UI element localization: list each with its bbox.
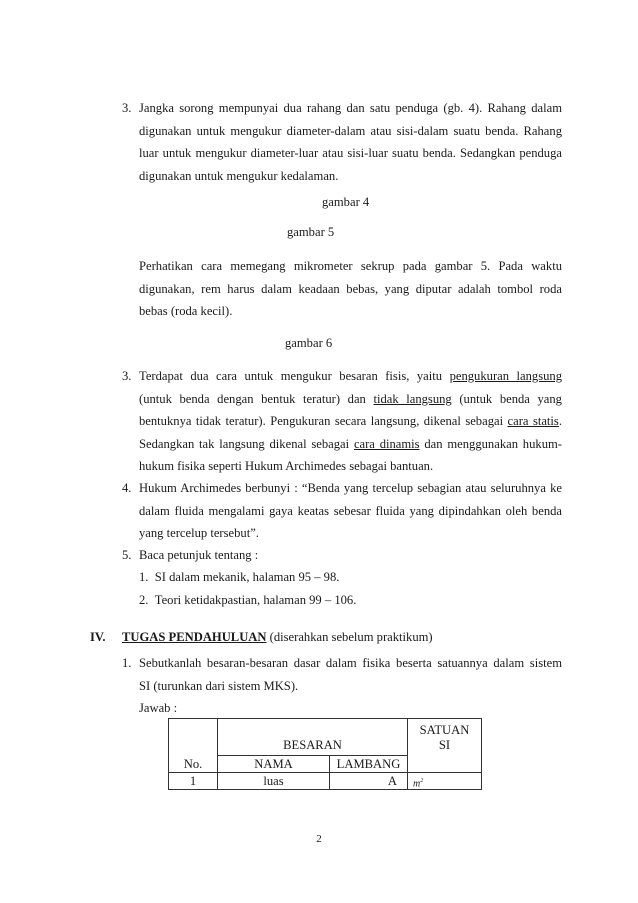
text-line [139, 388, 562, 411]
table-row [169, 773, 482, 790]
text-line: SI (turunkan dari sistem MKS). [139, 678, 299, 693]
header-besaran: BESARAN [218, 719, 408, 756]
section-title-text: TUGAS PENDAHULUAN [122, 630, 267, 644]
text-line [139, 433, 562, 456]
text-line: Hukum Archimedes berbunyi : “Benda yang tercelup sebagian atau seluruhnya ke [139, 481, 562, 495]
header-lambang: LAMBANG [330, 756, 408, 773]
item-3-measurement-methods [122, 365, 563, 478]
section-numeral: IV. [90, 630, 106, 644]
sub-item-text: SI dalam mekanik, halaman 95 – 98. [154, 570, 340, 584]
text-line: Jangka sorong mempunyai dua rahang dan satu penduga (gb. 4). Rahang dalam [139, 101, 562, 115]
text-segment: (untuk benda yang [451, 391, 562, 406]
sub-item-number: 1. [139, 570, 149, 584]
cell-no: 1 [169, 773, 218, 790]
text-line: luar untuk mengukur diameter-luar atau sisi-luar suatu benda. Sedangkan penduga [139, 146, 562, 160]
item-3-jangka-sorong [122, 97, 562, 187]
figure-caption-4: gambar 4 [322, 195, 370, 209]
figure-caption-6: gambar 6 [285, 336, 333, 350]
underlined-term: cara dinamis [353, 436, 420, 451]
text-line: dalam fluida mengalami gaya keatas sebesar fluida yang dipindahkan oleh benda [139, 503, 562, 518]
header-nama: NAMA [218, 756, 330, 773]
header-satuan: SATUAN SI [408, 719, 482, 773]
underlined-term: pengukuran langsung [449, 369, 563, 383]
underlined-term: tidak langsung [373, 391, 452, 406]
section-title [122, 626, 433, 649]
text-segment: dan menggunakan hukum- [419, 436, 562, 451]
header-no: No. [169, 719, 218, 773]
text-line: digunakan untuk mengukur kedalaman. [139, 168, 339, 183]
text-segment: Sedangkan tak langsung dikenal sebagai [139, 436, 354, 451]
section-subtitle: (diserahkan sebelum praktikum) [266, 630, 433, 644]
sub-item [139, 566, 339, 589]
item-5-reading-guide [122, 544, 562, 567]
item-number: 1. [122, 656, 132, 670]
item-number: 4. [122, 481, 132, 495]
sub-item-number: 2. [139, 593, 149, 607]
figure-caption-5: gambar 5 [287, 225, 335, 239]
underlined-term: cara statis [507, 414, 559, 428]
answer-label: Jawab : [139, 701, 178, 715]
cell-nama: luas [218, 773, 330, 790]
cell-lambang: A [330, 773, 408, 790]
item-4-archimedes [122, 477, 562, 545]
text-line: bebas (roda kecil). [139, 304, 233, 318]
text-line [139, 365, 562, 388]
table-header-row [169, 719, 482, 756]
text-segment: . [558, 414, 562, 428]
item-number: 3. [122, 101, 132, 115]
text-line: digunakan, rem harus dalam keadaan bebas, yang diputar adalah tombol roda [139, 281, 562, 296]
text-line: Sebutkanlah besaran-besaran dasar dalam fisika beserta satuannya dalam sistem [139, 656, 562, 670]
page-number: 2 [316, 833, 322, 845]
text-line [139, 410, 562, 433]
quantities-table [168, 718, 482, 790]
text-line: hukum fisika seperti Hukum Archimedes sebagai bantuan. [139, 459, 434, 473]
task-1 [122, 652, 562, 720]
text-line: Perhatikan cara memegang mikrometer sekrup pada gambar 5. Pada waktu [139, 259, 562, 273]
section-heading [90, 626, 106, 649]
sub-item [139, 589, 356, 612]
text-line: Baca petunjuk tentang : [139, 548, 259, 562]
text-segment: Terdapat dua cara untuk mengukur besaran fisis, yaitu [139, 369, 450, 383]
cell-satuan: $m^2$ [408, 773, 482, 790]
text-line: yang tercelup tersebut”. [139, 526, 259, 540]
text-line: digunakan untuk mengukur diameter-dalam atau sisi-dalam suatu benda. Rahang [139, 123, 562, 138]
text-segment: bentuknya tidak teratur). Pengukuran secara langsung, dikenal sebagai [139, 414, 508, 428]
item-number: 3. [122, 369, 132, 383]
text-segment: (untuk benda dengan bentuk teratur) dan [139, 391, 374, 406]
item-number: 5. [122, 548, 132, 562]
micrometer-paragraph [139, 255, 562, 323]
sub-item-text: Teori ketidakpastian, halaman 99 – 106. [154, 593, 357, 607]
